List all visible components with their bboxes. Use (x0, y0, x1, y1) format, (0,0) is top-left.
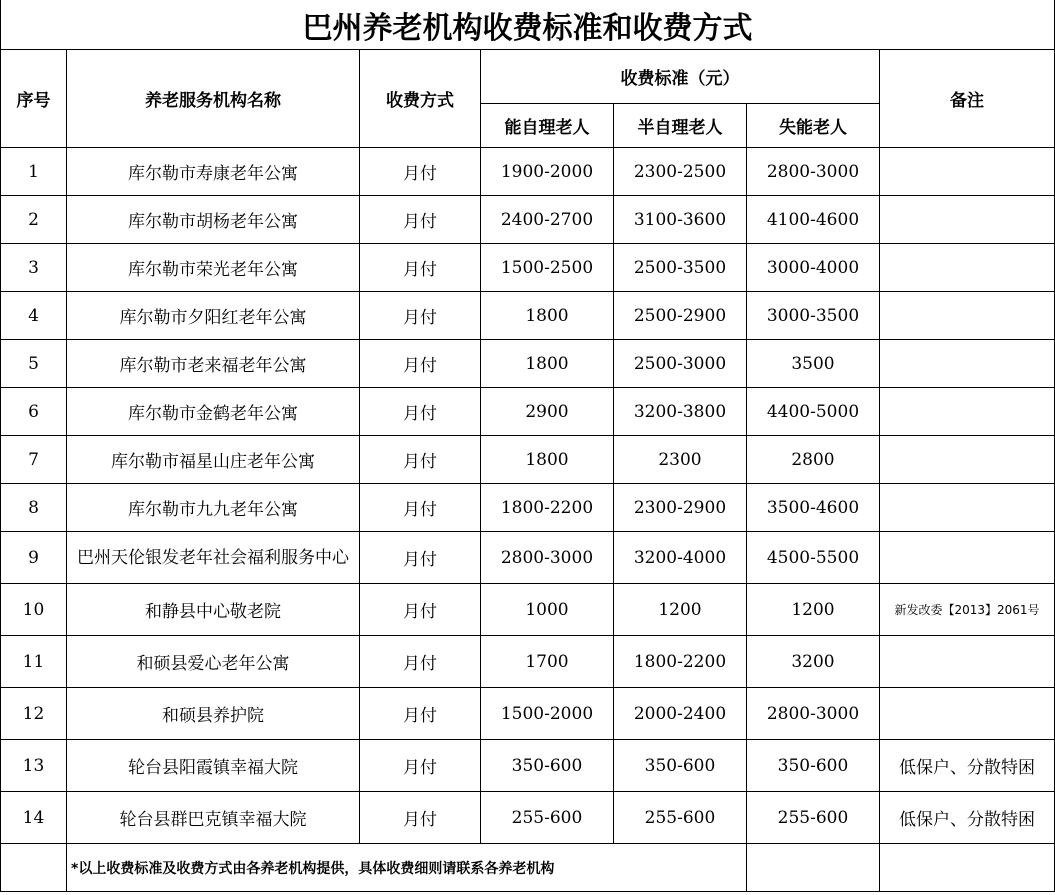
row-self-care-fee: 1500-2500 (481, 244, 614, 292)
row-semi-care-fee: 3200-3800 (614, 388, 747, 436)
row-name: 库尔勒市寿康老年公寓 (67, 148, 360, 196)
footnote-row (1, 844, 1055, 892)
row-remark (880, 636, 1055, 688)
table-row (1, 636, 1055, 688)
row-semi-care-fee: 2500-3000 (614, 340, 747, 388)
footnote-blank-cell (1, 844, 67, 892)
row-semi-care-fee: 2300 (614, 436, 747, 484)
header-remark: 备注 (880, 50, 1055, 148)
header-row (1, 50, 1055, 104)
row-self-care-fee: 350-600 (481, 740, 614, 792)
row-disabled-fee: 255-600 (747, 792, 880, 844)
row-semi-care-fee: 2500-3500 (614, 244, 747, 292)
row-method: 月付 (360, 484, 481, 532)
row-disabled-fee: 4400-5000 (747, 388, 880, 436)
row-disabled-fee: 1200 (747, 584, 880, 636)
table-row (1, 740, 1055, 792)
row-index: 8 (1, 484, 67, 532)
header-method: 收费方式 (360, 50, 481, 148)
row-disabled-fee: 3500 (747, 340, 880, 388)
row-disabled-fee: 2800-3000 (747, 688, 880, 740)
table-row (1, 688, 1055, 740)
row-method: 月付 (360, 636, 481, 688)
row-self-care-fee: 2800-3000 (481, 532, 614, 584)
row-remark (880, 340, 1055, 388)
row-self-care-fee: 2900 (481, 388, 614, 436)
row-self-care-fee: 1800-2200 (481, 484, 614, 532)
row-semi-care-fee: 2300-2900 (614, 484, 747, 532)
row-name: 库尔勒市荣光老年公寓 (67, 244, 360, 292)
row-name: 轮台县群巴克镇幸福大院 (67, 792, 360, 844)
row-remark (880, 484, 1055, 532)
row-method: 月付 (360, 436, 481, 484)
row-method: 月付 (360, 740, 481, 792)
row-index: 3 (1, 244, 67, 292)
row-semi-care-fee: 255-600 (614, 792, 747, 844)
table-row (1, 792, 1055, 844)
table-row (1, 484, 1055, 532)
row-self-care-fee: 1900-2000 (481, 148, 614, 196)
row-remark (880, 688, 1055, 740)
row-semi-care-fee: 1200 (614, 584, 747, 636)
row-index: 9 (1, 532, 67, 584)
row-disabled-fee: 3000-4000 (747, 244, 880, 292)
row-self-care-fee: 1000 (481, 584, 614, 636)
row-remark (880, 244, 1055, 292)
footnote-blank-cell (747, 844, 880, 892)
row-disabled-fee: 3000-3500 (747, 292, 880, 340)
table-row (1, 196, 1055, 244)
row-remark (880, 436, 1055, 484)
table-row (1, 388, 1055, 436)
row-remark (880, 292, 1055, 340)
row-name: 和硕县爱心老年公寓 (67, 636, 360, 688)
row-name: 库尔勒市老来福老年公寓 (67, 340, 360, 388)
row-index: 6 (1, 388, 67, 436)
table-row (1, 340, 1055, 388)
row-disabled-fee: 3500-4600 (747, 484, 880, 532)
table-row (1, 436, 1055, 484)
row-method: 月付 (360, 292, 481, 340)
row-semi-care-fee: 1800-2200 (614, 636, 747, 688)
title-row (1, 0, 1055, 50)
table-row (1, 148, 1055, 196)
row-method: 月付 (360, 532, 481, 584)
row-remark: 新发改委【2013】2061号 (880, 584, 1055, 636)
row-self-care-fee: 1500-2000 (481, 688, 614, 740)
row-semi-care-fee: 2500-2900 (614, 292, 747, 340)
row-semi-care-fee: 2300-2500 (614, 148, 747, 196)
row-name: 库尔勒市福星山庄老年公寓 (67, 436, 360, 484)
row-method: 月付 (360, 584, 481, 636)
table-row (1, 292, 1055, 340)
row-index: 1 (1, 148, 67, 196)
row-self-care-fee: 1800 (481, 340, 614, 388)
row-index: 13 (1, 740, 67, 792)
row-method: 月付 (360, 792, 481, 844)
row-method: 月付 (360, 340, 481, 388)
row-method: 月付 (360, 388, 481, 436)
row-semi-care-fee: 2000-2400 (614, 688, 747, 740)
row-name: 库尔勒市胡杨老年公寓 (67, 196, 360, 244)
row-disabled-fee: 350-600 (747, 740, 880, 792)
row-remark (880, 388, 1055, 436)
row-name: 库尔勒市金鹤老年公寓 (67, 388, 360, 436)
header-self-care: 能自理老人 (481, 104, 614, 148)
row-name: 和静县中心敬老院 (67, 584, 360, 636)
row-self-care-fee: 255-600 (481, 792, 614, 844)
row-index: 10 (1, 584, 67, 636)
row-name: 库尔勒市夕阳红老年公寓 (67, 292, 360, 340)
row-remark: 低保户、分散特困 (880, 740, 1055, 792)
row-name: 和硕县养护院 (67, 688, 360, 740)
row-semi-care-fee: 3100-3600 (614, 196, 747, 244)
row-name: 巴州天伦银发老年社会福利服务中心 (67, 532, 360, 584)
row-semi-care-fee: 3200-4000 (614, 532, 747, 584)
table-row (1, 584, 1055, 636)
row-self-care-fee: 1800 (481, 292, 614, 340)
row-index: 7 (1, 436, 67, 484)
row-self-care-fee: 1800 (481, 436, 614, 484)
row-index: 14 (1, 792, 67, 844)
row-index: 12 (1, 688, 67, 740)
row-self-care-fee: 2400-2700 (481, 196, 614, 244)
row-remark (880, 196, 1055, 244)
header-disabled: 失能老人 (747, 104, 880, 148)
row-disabled-fee: 4500-5500 (747, 532, 880, 584)
row-disabled-fee: 3200 (747, 636, 880, 688)
page-title: 巴州养老机构收费标准和收费方式 (1, 0, 1055, 50)
header-name: 养老服务机构名称 (67, 50, 360, 148)
row-index: 4 (1, 292, 67, 340)
header-semi-care: 半自理老人 (614, 104, 747, 148)
row-method: 月付 (360, 196, 481, 244)
row-method: 月付 (360, 688, 481, 740)
table-row (1, 244, 1055, 292)
row-method: 月付 (360, 244, 481, 292)
row-index: 11 (1, 636, 67, 688)
row-disabled-fee: 4100-4600 (747, 196, 880, 244)
row-method: 月付 (360, 148, 481, 196)
row-semi-care-fee: 350-600 (614, 740, 747, 792)
row-name: 库尔勒市九九老年公寓 (67, 484, 360, 532)
row-index: 5 (1, 340, 67, 388)
row-disabled-fee: 2800-3000 (747, 148, 880, 196)
row-name: 轮台县阳霞镇幸福大院 (67, 740, 360, 792)
row-self-care-fee: 1700 (481, 636, 614, 688)
footnote-blank-cell (880, 844, 1055, 892)
header-index: 序号 (1, 50, 67, 148)
header-standard: 收费标准（元） (481, 50, 880, 104)
row-remark (880, 148, 1055, 196)
row-remark (880, 532, 1055, 584)
row-index: 2 (1, 196, 67, 244)
footnote: *以上收费标准及收费方式由各养老机构提供，具体收费细则请联系各养老机构 (67, 844, 747, 892)
table-row (1, 532, 1055, 584)
row-remark: 低保户、分散特困 (880, 792, 1055, 844)
row-disabled-fee: 2800 (747, 436, 880, 484)
